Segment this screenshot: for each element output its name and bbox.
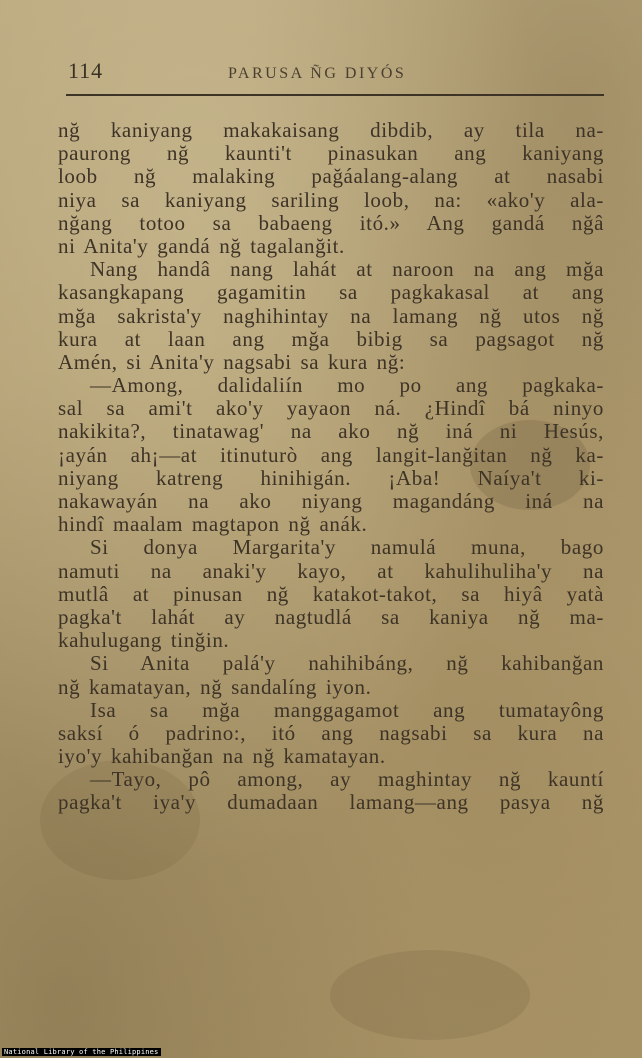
running-title: PARUSA ÑG DIYÓS bbox=[228, 65, 407, 82]
text-line: kura at laan ang mğa bibig sa pagsagot nğ bbox=[58, 327, 604, 351]
text-line: nğang totoo sa babaeng itó.» Ang gandá nğâ bbox=[58, 211, 604, 235]
page-number: 114 bbox=[68, 58, 104, 83]
text-line: niya sa kaniyang sariling loob, na: «ako'y ala- bbox=[58, 188, 604, 212]
paper-stain bbox=[330, 950, 530, 1040]
text-line: kahulugang tinğin. bbox=[58, 629, 230, 653]
text-line: paurong nğ kaunti't pinasukan ang kaniyang bbox=[58, 142, 604, 166]
text-line: hindî maalam magtapon nğ anák. bbox=[58, 513, 368, 537]
text-line: niyang katreng hinihigán. ¡Aba! Naíya't ki- bbox=[58, 466, 604, 490]
text-line: iyo'y kahibanğan na nğ kamatayan. bbox=[58, 745, 386, 769]
text-line: loob nğ malaking pağáalang-alang at nasabi bbox=[58, 165, 604, 189]
text-line: sal sa ami't ako'y yayaon ná. ¿Hindî bá ninyo bbox=[58, 397, 604, 421]
text-line: mğa sakrista'y naghihintay na lamang nğ utos nğ bbox=[58, 304, 604, 328]
text-line: ¡ayán ah¡—at itinuturò ang langit-lanğitan nğ ka- bbox=[58, 443, 604, 467]
text-line: kasangkapang gagamitin sa pagkakasal at ang bbox=[58, 281, 604, 305]
text-line: Si Anita palá'y nahihibáng, nğ kahibanğan bbox=[90, 652, 604, 676]
library-credit: National Library of the Philippines bbox=[4, 1048, 159, 1056]
text-line: pagka't lahát ay nagtudlá sa kaniya nğ ma- bbox=[58, 605, 604, 629]
text-line: nğ kaniyang makakaisang dibdib, ay tila na- bbox=[58, 119, 604, 142]
text-line: Si donya Margarita'y namulá muna, bago bbox=[90, 536, 604, 560]
text-line: —Tayo, pô among, ay maghintay nğ kauntí bbox=[90, 768, 604, 792]
text-line: nğ kamatayan, nğ sandalíng iyon. bbox=[58, 675, 372, 699]
body-text bbox=[58, 119, 604, 815]
text-line: Isa sa mğa manggagamot ang tumatayông bbox=[90, 698, 604, 722]
text-line: nakikita?, tinatawag' na ako nğ iná ni Hesús, bbox=[58, 420, 604, 444]
text-line: Nang handâ nang lahát at naroon na ang mğa bbox=[90, 258, 604, 282]
text-line: saksí ó padrino:, itó ang nagsabi sa kura na bbox=[58, 721, 604, 745]
text-line: pagka't iya'y dumadaan lamang—ang pasya nğ bbox=[58, 791, 604, 815]
text-line: nakawayán na ako niyang magandáng iná na bbox=[58, 490, 604, 513]
text-line: —Among, dalidaliín mo po ang pagkaka- bbox=[90, 374, 604, 398]
text-line: ni Anita'y gandá nğ tagalanğit. bbox=[58, 234, 345, 258]
header-rule bbox=[66, 94, 604, 96]
text-line: Amén, si Anita'y nagsabi sa kura nğ: bbox=[58, 350, 406, 374]
text-line: mutlâ at pinusan nğ katakot-takot, sa hiyâ yatà bbox=[58, 582, 604, 606]
text-line: namuti na anaki'y kayo, at kahulihuliha'y na bbox=[58, 559, 604, 583]
page-header bbox=[68, 58, 604, 92]
